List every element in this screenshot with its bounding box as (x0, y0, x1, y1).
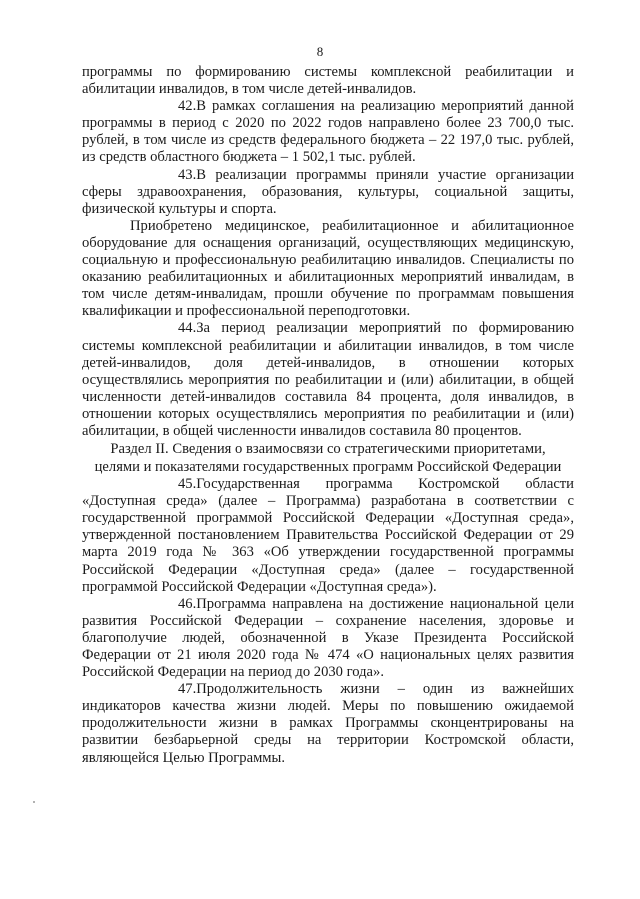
paragraph-text: Государственная программа Костромской области «Доступная среда» (далее – Программа) разработана в соответствии с государственной программой Российской Федерации «Доступная среда», утвержденной постановлением Правительства Российской Федерации от 29 марта 2019 года № 363 «Об утверждении государственной программы Российской Федерации «Доступная среда» (далее – государственной программой Российской Федерации «Доступная среда»). (82, 476, 574, 595)
paragraph-continuation: программы по формированию системы комплексной реабилитации и абилитации инвалидов, в том числе детей-инвалидов. (82, 64, 574, 98)
paragraph-46 (82, 596, 574, 681)
document-body (82, 64, 574, 767)
paragraph-number: 45. (178, 476, 197, 493)
section-title (82, 440, 574, 476)
paragraph-44 (82, 320, 574, 440)
paragraph-45 (82, 476, 574, 596)
paragraph-text: За период реализации мероприятий по формированию системы комплексной реабилитации и абилитации инвалидов, в том числе детей-инвалидов, доля детей-инвалидов, в отношении которых осуществлялись мероприятия по реабилитации и (или) абилитации, в общей численности детей-инвалидов составила 84 процента, доля инвалидов, в отношении которых осуществлялись мероприятия по реабилитации и (или) абилитации, в общей численности инвалидов составила 80 процентов. (82, 320, 574, 439)
paragraph-47 (82, 681, 574, 766)
scan-speck (33, 801, 35, 803)
paragraph-number: 42. (178, 98, 197, 115)
paragraph-equipment: Приобретено медицинское, реабилитационное и абилитационное оборудование для оснащения организаций, осуществляющих медицинскую, социальную и профессиональную реабилитацию инвалидов. Специалисты по оказанию реабилитационных и абилитационных мероприятий инвалидам, в том числе детям-инвалидам, прошли обучение по программам повышения квалификации и профессиональной переподготовки. (82, 217, 574, 320)
paragraph-text: Программа направлена на достижение национальной цели развития Российской Федерации – сохранение населения, здоровье и благополучие людей, обозначенной в Указе Президента Российской Федерации от 21 июля 2020 года № 474 «О национальных целях развития Российской Федерации на период до 2030 года». (82, 595, 574, 681)
section-title-line-2: целями и показателями государственных программ Российской Федерации (94, 459, 562, 476)
paragraph-text: В реализации программы приняли участие организации сферы здравоохранения, образования, культуры, социальной защиты, физической культуры и спорта. (82, 166, 574, 217)
paragraph-43 (82, 167, 574, 218)
paragraph-42 (82, 98, 574, 166)
paragraph-text: В рамках соглашения на реализацию мероприятий данной программы в период с 2020 по 2022 годов направлено более 23 700,0 тыс. рублей, в том числе из средств федерального бюджета – 22 197,0 тыс. рублей, из средств областного бюджета – 1 502,1 тыс. рублей. (82, 98, 574, 166)
page-number: 8 (316, 44, 324, 59)
paragraph-text: Продолжительность жизни – один из важнейших индикаторов качества жизни людей. Меры по повышению ожидаемой продолжительности жизни в рамках Программы сконцентрированы на развитии безбарьерной среды на территории Костромской области, являющейся Целью Программы. (82, 681, 574, 766)
paragraph-number: 46. (178, 595, 197, 612)
paragraph-number: 47. (178, 681, 197, 698)
paragraph-number: 43. (178, 166, 197, 183)
paragraph-number: 44. (178, 320, 197, 337)
section-title-line-1: Раздел II. Сведения о взаимосвязи со стратегическими приоритетами, (110, 441, 546, 458)
